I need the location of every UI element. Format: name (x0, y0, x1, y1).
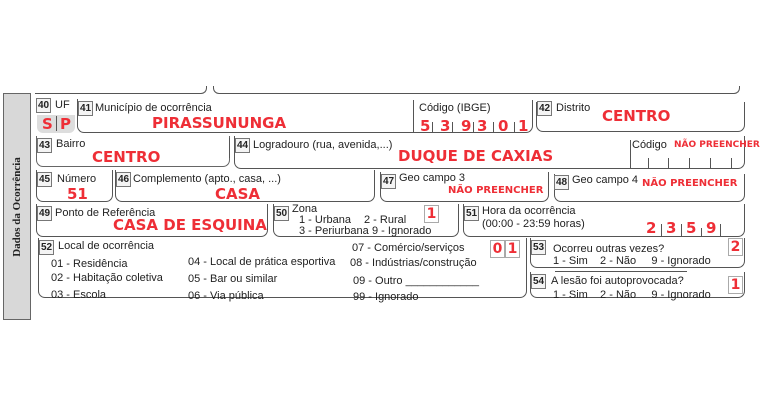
field-value: CENTRO (602, 107, 671, 125)
option: 02 - Habitação coletiva (51, 272, 163, 284)
field-value: CASA DE ESQUINA (113, 216, 267, 234)
option: 08 - Indústrias/construção (350, 257, 477, 269)
uf-char: P (60, 115, 71, 133)
option: 99 - Ignorado (353, 291, 419, 303)
field-value: NÃO PREENCHER (448, 185, 544, 196)
field-label: Município de ocorrência (95, 102, 212, 114)
option: 1 - Urbana (299, 214, 351, 226)
option: 04 - Local de prática esportiva (188, 256, 336, 268)
digit: 3 (440, 117, 451, 135)
option: 9 - Ignorado (372, 225, 432, 237)
field-number: 40 (38, 100, 50, 111)
field-number: 41 (80, 103, 92, 114)
field-number: 47 (383, 176, 395, 187)
digit: 0 (498, 117, 509, 135)
field-value: 2 (728, 238, 743, 256)
section-label (3, 93, 31, 320)
digit: 1 (518, 117, 529, 135)
option: 07 - Comércio/serviços (352, 242, 465, 254)
field-label: Ocorreu outras vezes? (553, 243, 665, 255)
option: 03 - Escola (51, 289, 107, 301)
digit: 9 (706, 219, 717, 237)
option: 2 - Rural (364, 214, 407, 226)
field-label: UF (55, 99, 70, 111)
prev-row-border (35, 86, 207, 94)
digit: 5 (686, 219, 697, 237)
options: 1 - Sim 2 - Não 9 - Ignorado (553, 255, 711, 267)
field-label: Complemento (apto., casa, ...) (133, 173, 281, 185)
field-value: CENTRO (92, 148, 161, 166)
option: 3 - Periurbana (299, 225, 369, 237)
digit: 9 (461, 117, 472, 135)
prev-row-border (213, 86, 740, 94)
field-number: 48 (556, 177, 568, 188)
field-number: 51 (466, 208, 478, 219)
code-label: Código (632, 139, 667, 151)
digit: 0 (490, 240, 505, 258)
field-label: Local de ocorrência (58, 240, 155, 252)
field-number: 52 (41, 242, 53, 253)
field-number: 50 (276, 208, 288, 219)
field-value: PIRASSUNUNGA (152, 114, 287, 132)
option: 05 - Bar ou similar (188, 273, 278, 285)
code-value: NÃO PREENCHER (674, 140, 760, 150)
field-label: Logradouro (rua, avenida,...) (253, 139, 393, 151)
field-number: 42 (539, 103, 551, 114)
field-label: A lesão foi autoprovocada? (551, 275, 684, 287)
field-number: 45 (39, 174, 51, 185)
field-number: 43 (39, 140, 51, 151)
option: 01 - Residência (51, 258, 128, 270)
field-label: Distrito (556, 102, 591, 114)
uf-char: S (42, 115, 53, 133)
section-title: Dados da Ocorrência (11, 156, 23, 257)
field-number: 53 (533, 242, 545, 253)
field-number: 46 (118, 174, 130, 185)
digit: 3 (666, 219, 677, 237)
option: 06 - Via pública (188, 290, 264, 302)
field-label: Hora da ocorrência (482, 205, 576, 217)
field-value: 51 (67, 185, 88, 203)
option: 09 - Outro ____________ (353, 275, 479, 287)
digit: 5 (420, 117, 431, 135)
field-label: Ponto de Referência (55, 207, 156, 219)
digit: 1 (505, 240, 520, 258)
options: 1 - Sim 2 - Não 9 - Ignorado (553, 289, 711, 301)
digit: 2 (646, 219, 657, 237)
digit: 3 (477, 117, 488, 135)
field-value: CASA (215, 185, 261, 203)
field-number: 54 (533, 276, 545, 287)
zona-value: 1 (424, 205, 439, 223)
field-number: 49 (39, 208, 51, 219)
ibge-label: Código (IBGE) (419, 102, 491, 114)
field-value: 1 (728, 276, 743, 294)
field-value: DUQUE DE CAXIAS (398, 147, 554, 165)
field-number: 44 (237, 140, 249, 151)
hint: (00:00 - 23:59 horas) (482, 218, 585, 230)
field-label: Geo campo 3 (399, 172, 466, 184)
field-label: Zona (292, 203, 318, 215)
field-label: Geo campo 4 (572, 174, 639, 186)
field-label: Número (57, 173, 97, 185)
field-label: Bairro (56, 138, 86, 150)
field-value: NÃO PREENCHER (642, 178, 738, 189)
